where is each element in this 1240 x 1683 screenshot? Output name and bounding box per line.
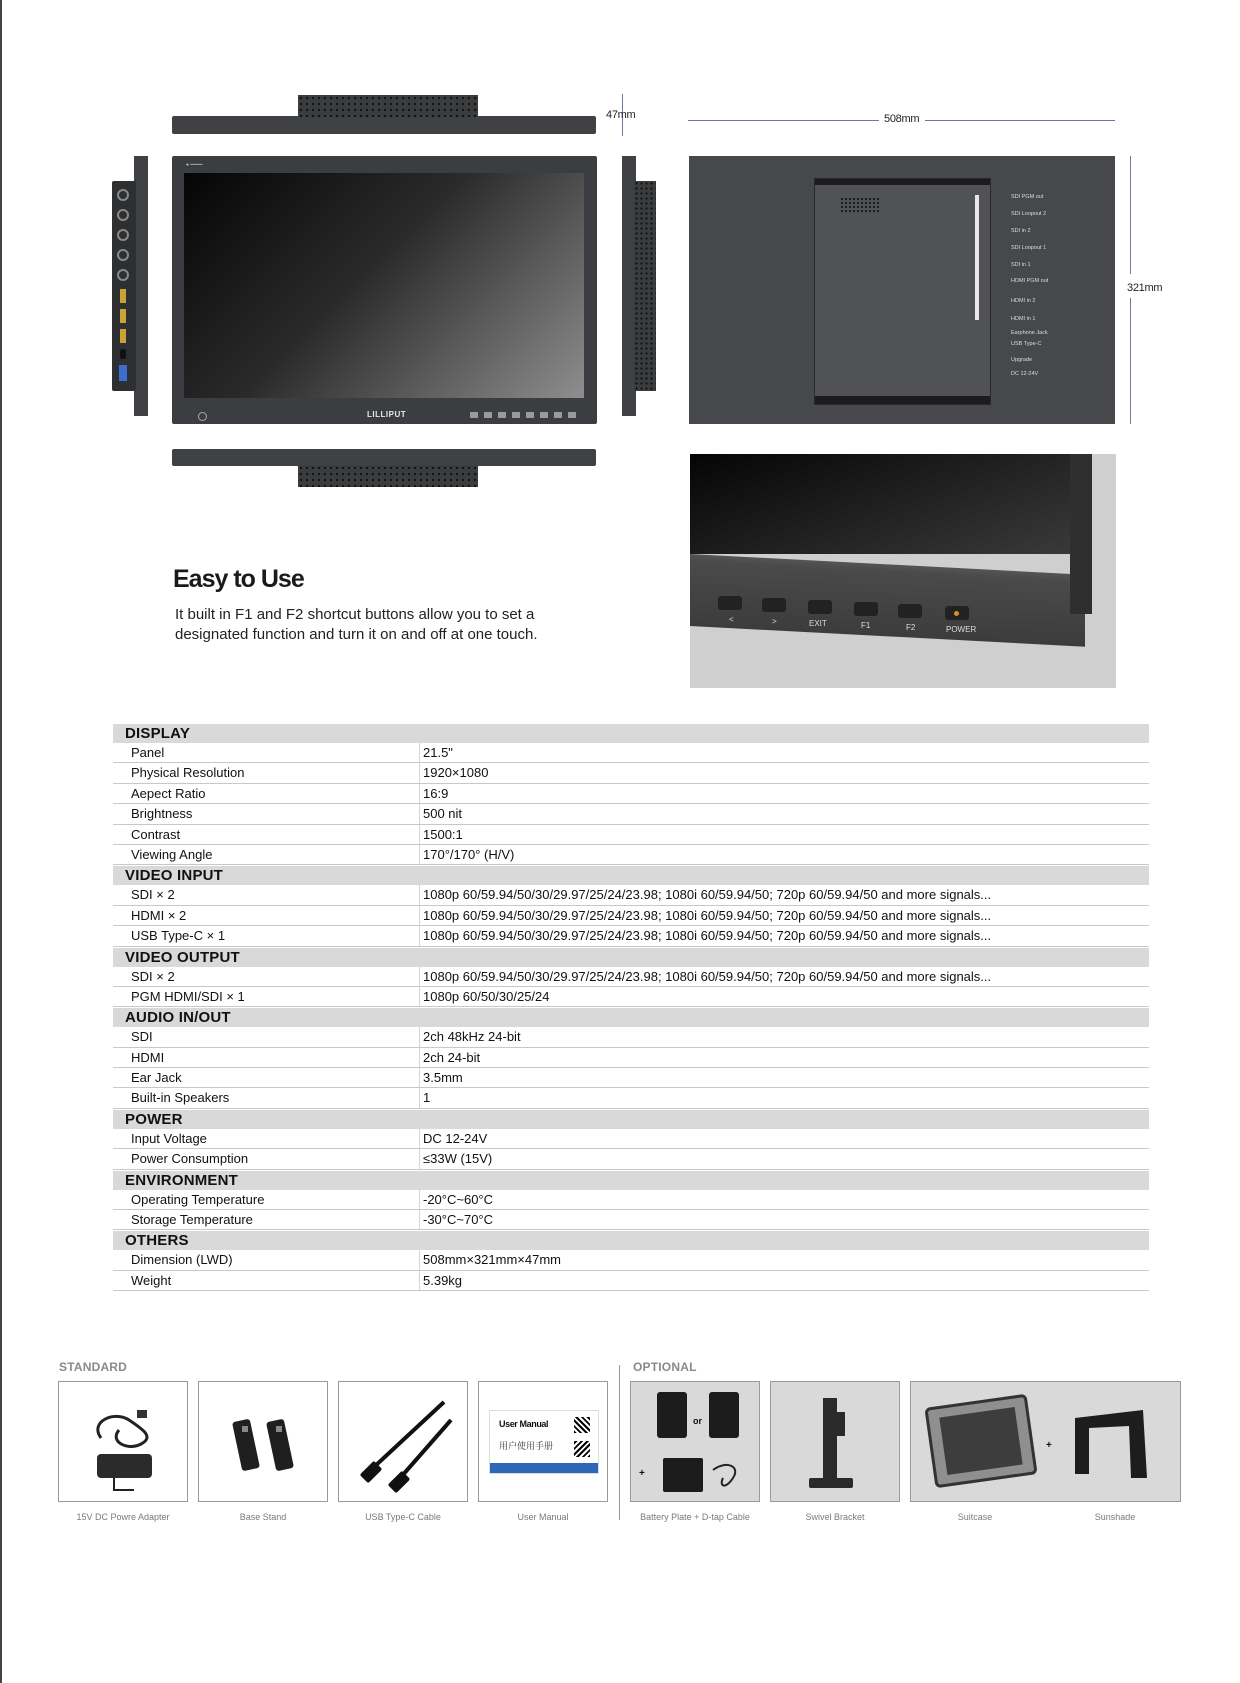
closeup-label-f1: F1 <box>861 621 871 630</box>
spec-value: DC 12-24V <box>419 1129 1149 1148</box>
spec-value: 1080p 60/59.94/50/30/29.97/25/24/23.98; 1080i 60/59.94/50; 720p 60/59.94/50 and more signals... <box>419 906 1149 925</box>
rear-view-monitor <box>689 156 1115 424</box>
depth-dimension-label: 47mm <box>606 109 636 121</box>
spec-label: Viewing Angle <box>131 846 213 862</box>
right-side-vent-panel <box>634 181 656 391</box>
spec-label: Aepect Ratio <box>131 785 206 801</box>
caption-base-stand: Base Stand <box>239 1512 287 1522</box>
spec-section-header: OTHERS <box>113 1231 1149 1250</box>
spec-section-header: AUDIO IN/OUT <box>113 1008 1149 1027</box>
closeup-frame-right <box>1070 454 1092 614</box>
front-brand: LILLIPUT <box>367 410 407 419</box>
port-label: DC 12-24V <box>1011 371 1039 377</box>
spec-section-header: VIDEO INPUT <box>113 866 1149 885</box>
spec-value: 21.5" <box>419 743 1149 762</box>
top-view-drawing <box>172 116 596 134</box>
closeup-label-exit: EXIT <box>809 619 827 628</box>
accessories-divider <box>619 1365 620 1520</box>
spec-value: 5.39kg <box>419 1271 1149 1290</box>
spec-row <box>113 1210 1149 1230</box>
height-dimension-line-bottom <box>1130 298 1131 424</box>
accessory-usb-c-cable <box>338 1381 468 1502</box>
spec-label: Built-in Speakers <box>131 1090 230 1106</box>
caption-usb-c-cable: USB Type-C Cable <box>365 1512 441 1522</box>
spec-row <box>113 1129 1149 1149</box>
width-dimension-line-right <box>925 120 1115 121</box>
feature-line-1: It built in F1 and F2 shortcut buttons allow you to set a <box>175 606 535 623</box>
spec-row <box>113 987 1149 1007</box>
spec-row <box>113 1068 1149 1088</box>
closeup-label-f2: F2 <box>906 623 916 632</box>
rear-housing-top-strip <box>815 179 990 185</box>
accessory-swivel-bracket <box>770 1381 900 1502</box>
spec-value: 1080p 60/59.94/50/30/29.97/25/24/23.98; 1080i 60/59.94/50; 720p 60/59.94/50 and more signals... <box>419 885 1149 904</box>
closeup-label-right: > <box>772 617 777 626</box>
port-label: SDI PGM out <box>1011 194 1044 200</box>
port-label: SDI in 1 <box>1011 262 1031 268</box>
manual-qr-2 <box>574 1441 590 1457</box>
front-power-dot <box>198 412 207 421</box>
manual-footer <box>490 1463 598 1473</box>
front-screen <box>184 173 584 398</box>
spec-label: SDI × 2 <box>131 968 175 984</box>
accessory-base-stand <box>198 1381 328 1502</box>
port-label: SDI in 2 <box>1011 228 1031 234</box>
closeup-label-power: POWER <box>946 625 977 634</box>
battery-plate-plus: + <box>639 1468 645 1479</box>
rear-speaker-grill <box>840 197 880 213</box>
spec-value: 170°/170° (H/V) <box>419 845 1149 864</box>
spec-value: 508mm×321mm×47mm <box>419 1250 1149 1269</box>
accessory-suitcase-sunshade <box>910 1381 1181 1502</box>
spec-value: 2ch 48kHz 24-bit <box>419 1027 1149 1046</box>
spec-table <box>113 723 1149 1291</box>
spec-section-header: VIDEO OUTPUT <box>113 948 1149 967</box>
manual-qr-1 <box>574 1417 590 1433</box>
suitcase-sunshade-plus: + <box>1046 1440 1052 1451</box>
rear-housing-bottom-strip <box>815 396 990 404</box>
spec-value: 1080p 60/50/30/25/24 <box>419 987 1149 1006</box>
spec-row <box>113 885 1149 905</box>
top-view-vent-block <box>298 95 478 117</box>
spec-label: Storage Temperature <box>131 1212 253 1228</box>
spec-value: 1080p 60/59.94/50/30/29.97/25/24/23.98; 1080i 60/59.94/50; 720p 60/59.94/50 and more signals... <box>419 926 1149 945</box>
accessory-power-adapter <box>58 1381 188 1502</box>
caption-suitcase: Suitcase <box>957 1512 993 1522</box>
width-dimension-line-left <box>688 120 879 121</box>
caption-swivel-bracket: Swivel Bracket <box>805 1512 865 1522</box>
spec-label: HDMI <box>131 1049 165 1065</box>
feature-line-2: designated function and turn it on and off at one touch. <box>175 626 538 643</box>
page-left-rule <box>0 0 2 1683</box>
spec-label: Dimension (LWD) <box>131 1252 233 1268</box>
spec-row <box>113 1048 1149 1068</box>
spec-value: 1080p 60/59.94/50/30/29.97/25/24/23.98; 1080i 60/59.94/50; 720p 60/59.94/50 and more signals... <box>419 967 1149 986</box>
port-label: SDI Loopout 1 <box>1011 245 1047 251</box>
usb-c-cable-icon <box>339 1382 468 1502</box>
optional-accessories-heading: OPTIONAL <box>633 1360 697 1374</box>
left-side-port-panel <box>112 181 136 391</box>
accessory-battery-plate <box>630 1381 760 1502</box>
port-label: USB Type-C <box>1011 341 1042 347</box>
battery-plate-or: or <box>693 1416 702 1426</box>
spec-label: PGM HDMI/SDI × 1 <box>131 988 245 1004</box>
port-label: HDMI in 2 <box>1011 298 1036 304</box>
spec-value: 16:9 <box>419 784 1149 803</box>
spec-value: 3.5mm <box>419 1068 1149 1087</box>
manual-title: User Manual <box>499 1419 549 1429</box>
spec-label: USB Type-C × 1 <box>131 928 226 944</box>
accessory-user-manual <box>478 1381 608 1502</box>
spec-row <box>113 1190 1149 1210</box>
spec-row <box>113 906 1149 926</box>
rear-port-strip <box>975 195 979 320</box>
spec-label: SDI × 2 <box>131 887 175 903</box>
manual-cover <box>489 1410 599 1474</box>
button-closeup-photo <box>690 454 1116 688</box>
port-label: HDMI in 1 <box>1011 316 1036 322</box>
spec-row <box>113 1149 1149 1169</box>
port-label: Earphone Jack <box>1011 330 1048 336</box>
port-label: SDI Loopout 2 <box>1011 211 1047 217</box>
spec-value: ≤33W (15V) <box>419 1149 1149 1168</box>
battery-plate-icon <box>631 1382 760 1502</box>
spec-label: HDMI × 2 <box>131 907 187 923</box>
front-buttons <box>470 412 580 418</box>
port-label: Upgrade <box>1011 357 1033 363</box>
spec-row <box>113 845 1149 865</box>
spec-section-header: DISPLAY <box>113 724 1149 743</box>
spec-value: 2ch 24-bit <box>419 1048 1149 1067</box>
spec-label: Operating Temperature <box>131 1191 265 1207</box>
spec-label: SDI <box>131 1029 153 1045</box>
power-adapter-icon <box>59 1382 188 1502</box>
spec-row <box>113 825 1149 845</box>
spec-value: -30°C~70°C <box>419 1210 1149 1229</box>
closeup-label-left: < <box>729 615 734 624</box>
front-view-monitor <box>172 156 597 424</box>
spec-label: Brightness <box>131 806 193 822</box>
spec-section-header: POWER <box>113 1110 1149 1129</box>
caption-sunshade: Sunshade <box>1094 1512 1136 1522</box>
spec-row <box>113 1250 1149 1270</box>
closeup-buttons <box>690 596 1070 636</box>
spec-row <box>113 784 1149 804</box>
spec-row <box>113 1027 1149 1047</box>
port-label: HDMI PGM out <box>1011 278 1049 284</box>
feature-title: Easy to Use <box>173 565 304 593</box>
rear-port-labels <box>1011 194 1101 394</box>
spec-row <box>113 763 1149 783</box>
spec-value: 1 <box>419 1088 1149 1107</box>
standard-accessories-heading: STANDARD <box>59 1360 128 1374</box>
height-dimension-label: 321mm <box>1127 282 1163 294</box>
caption-user-manual: User Manual <box>517 1512 569 1522</box>
swivel-bracket-icon <box>771 1382 900 1502</box>
spec-label: Weight <box>131 1272 172 1288</box>
closeup-screen <box>690 454 1080 554</box>
base-stand-icon <box>199 1382 328 1502</box>
spec-label: Contrast <box>131 826 181 842</box>
spec-row <box>113 804 1149 824</box>
height-dimension-line-top <box>1130 156 1131 274</box>
spec-value: 1920×1080 <box>419 763 1149 782</box>
feature-description <box>175 605 575 645</box>
spec-label: Ear Jack <box>131 1070 182 1086</box>
left-side-view-drawing <box>134 156 148 416</box>
spec-row <box>113 967 1149 987</box>
spec-label: Input Voltage <box>131 1130 207 1146</box>
spec-row <box>113 1271 1149 1291</box>
bottom-view-vent-block <box>298 465 478 487</box>
spec-row <box>113 926 1149 946</box>
spec-label: Panel <box>131 745 165 760</box>
spec-value: 500 nit <box>419 804 1149 823</box>
bottom-view-drawing <box>172 449 596 466</box>
spec-value: -20°C~60°C <box>419 1190 1149 1209</box>
caption-battery-plate: Battery Plate + D-tap Cable <box>640 1512 750 1522</box>
spec-value: 1500:1 <box>419 825 1149 844</box>
front-logo-mark: ● ━━━━ <box>186 162 203 168</box>
spec-row <box>113 1088 1149 1108</box>
manual-title-cn: 用户使用手册 <box>499 1441 554 1451</box>
caption-power-adapter: 15V DC Powre Adapter <box>76 1512 170 1522</box>
width-dimension-label: 508mm <box>884 113 920 125</box>
spec-label: Physical Resolution <box>131 765 245 781</box>
spec-row <box>113 743 1149 763</box>
spec-label: Power Consumption <box>131 1151 249 1167</box>
spec-section-header: ENVIRONMENT <box>113 1171 1149 1190</box>
rear-housing <box>814 178 991 405</box>
